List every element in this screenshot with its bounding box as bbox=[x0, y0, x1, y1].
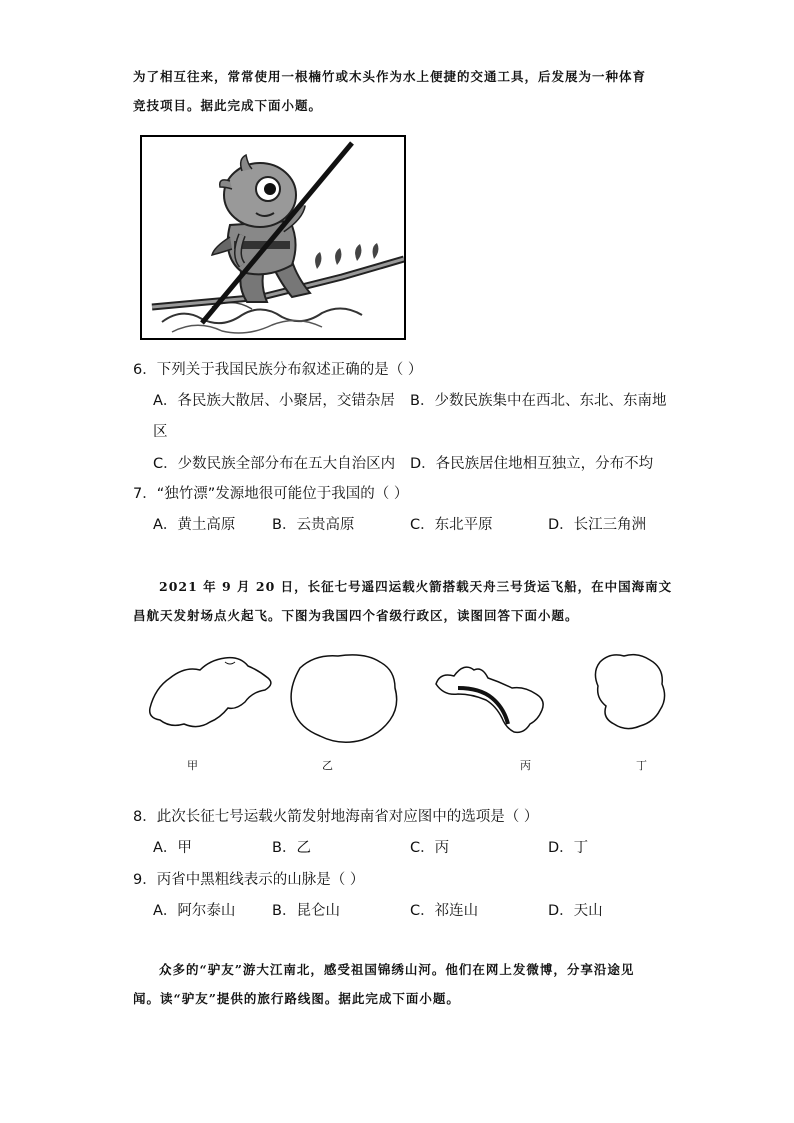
province-outline-maps bbox=[140, 648, 670, 748]
province-yi-outline bbox=[291, 655, 397, 742]
question-9-option-a[interactable]: A．阿尔泰山 bbox=[153, 903, 236, 919]
question-8-stem: 8．此次长征七号运载火箭发射地海南省对应图中的选项是（ ） bbox=[133, 809, 539, 825]
question-6-option-b-continued: 区 bbox=[153, 424, 168, 440]
intro-1-line-1: 为了相互往来，常常使用一根楠竹或木头作为水上便捷的交通工具，后发展为一种体育 bbox=[133, 69, 647, 84]
question-9-option-d[interactable]: D．天山 bbox=[548, 903, 603, 919]
mascot-drawing bbox=[142, 137, 404, 338]
intro-2-line-2: 昌航天发射场点火起飞。下图为我国四个省级行政区，读图回答下面小题。 bbox=[133, 608, 579, 623]
question-6-option-a[interactable]: A．各民族大散居、小聚居，交错杂居 bbox=[153, 393, 395, 409]
bamboo-rafting-illustration bbox=[140, 135, 406, 340]
question-8-option-a[interactable]: A．甲 bbox=[153, 840, 192, 856]
intro-3-line-2: 闻。读“驴友”提供的旅行路线图。据此完成下面小题。 bbox=[133, 991, 460, 1006]
intro-3-line-1: 众多的“驴友”游大江南北，感受祖国锦绣山河。他们在网上发微博，分享沿途见 bbox=[159, 962, 635, 977]
map-label-ding: 丁 bbox=[636, 759, 647, 772]
intro-paragraph-3 bbox=[133, 955, 673, 1013]
map-label-yi: 乙 bbox=[322, 759, 333, 772]
question-7-option-c[interactable]: C．东北平原 bbox=[410, 517, 493, 533]
question-9-stem: 9．丙省中黑粗线表示的山脉是（ ） bbox=[133, 872, 365, 888]
intro-1-line-2: 竞技项目。据此完成下面小题。 bbox=[133, 98, 323, 113]
question-9-option-b[interactable]: B．昆仑山 bbox=[272, 903, 340, 919]
province-ding-outline bbox=[595, 655, 664, 729]
map-label-bing: 丙 bbox=[520, 759, 531, 772]
question-6-option-b[interactable]: B．少数民族集中在西北、东北、东南地 bbox=[410, 393, 667, 409]
question-9-option-c[interactable]: C．祁连山 bbox=[410, 903, 479, 919]
question-6-option-d[interactable]: D．各民族居住地相互独立，分布不均 bbox=[410, 456, 654, 472]
question-7-option-a[interactable]: A．黄土高原 bbox=[153, 517, 236, 533]
question-7-stem: 7．“独竹漂”发源地很可能位于我国的（ ） bbox=[133, 486, 409, 502]
question-8-option-c[interactable]: C．丙 bbox=[410, 840, 450, 856]
province-bing-outline bbox=[436, 667, 543, 732]
question-6-option-c[interactable]: C．少数民族全部分布在五大自治区内 bbox=[153, 456, 396, 472]
question-7-option-b[interactable]: B．云贵高原 bbox=[272, 517, 355, 533]
province-jia-outline bbox=[150, 658, 271, 727]
intro-paragraph-2 bbox=[133, 572, 673, 630]
question-7-option-d[interactable]: D．长江三角洲 bbox=[548, 517, 647, 533]
question-8-option-b[interactable]: B．乙 bbox=[272, 840, 311, 856]
intro-2-line-1: 2021 年 9 月 20 日，长征七号遥四运载火箭搭载天舟三号货运飞船，在中国海南文 bbox=[159, 579, 673, 594]
intro-paragraph-1 bbox=[133, 62, 673, 120]
question-8-option-d[interactable]: D．丁 bbox=[548, 840, 589, 856]
map-label-jia: 甲 bbox=[187, 759, 198, 772]
question-6-stem: 6．下列关于我国民族分布叙述正确的是（ ） bbox=[133, 362, 423, 378]
